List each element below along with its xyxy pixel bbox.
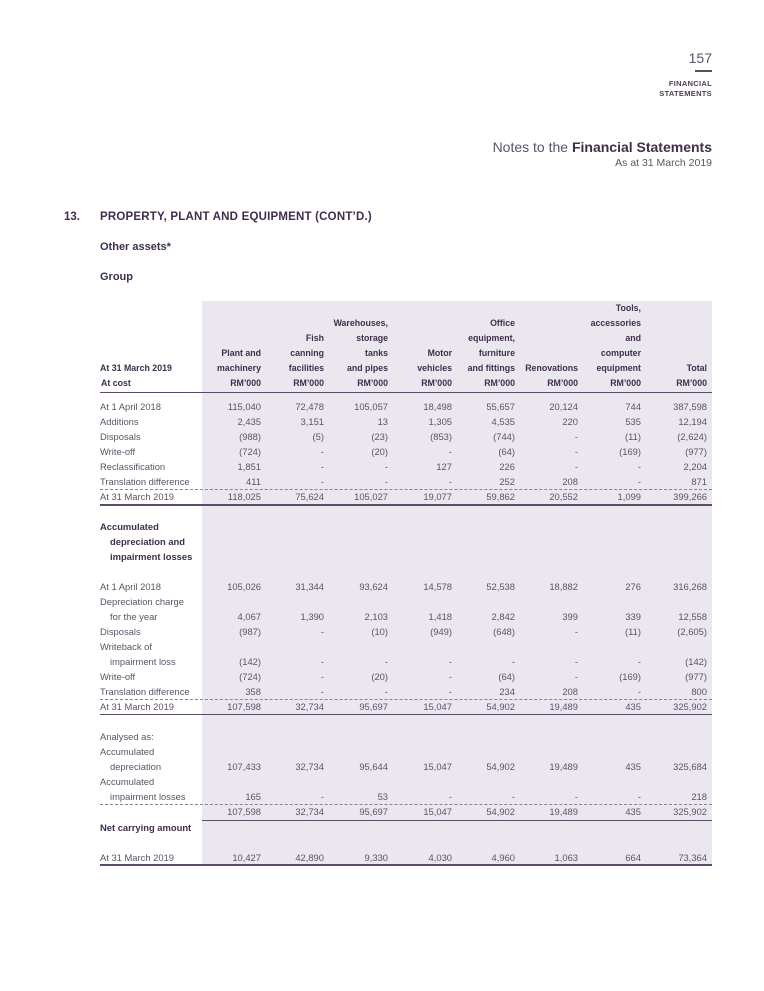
table-cell: 1,851 <box>237 461 261 472</box>
table-cell: (724) <box>239 671 261 682</box>
row-label: Accumulated <box>100 776 155 787</box>
column-header-line: RM’000 <box>676 378 707 388</box>
column-header-line: computer <box>600 348 641 358</box>
column-header-line: storage <box>356 333 388 343</box>
table-cell: 53 <box>377 791 388 802</box>
table-cell: - <box>574 446 578 457</box>
table-cell: - <box>448 446 452 457</box>
table-cell: (5) <box>312 431 324 442</box>
table-cell: - <box>320 476 324 487</box>
column-header-line: Plant and <box>221 348 261 358</box>
column-header-line: Motor <box>427 348 452 358</box>
column-header-line: canning <box>290 348 324 358</box>
table-cell: (988) <box>239 431 261 442</box>
row-label: Disposals <box>100 431 141 442</box>
table-cell: 15,047 <box>423 701 452 712</box>
table-cell: 54,902 <box>486 701 515 712</box>
total-rule <box>100 714 712 715</box>
table-cell: 107,598 <box>227 806 261 817</box>
table-cell: - <box>384 461 388 472</box>
table-cell: 10,427 <box>232 852 261 863</box>
table-cell: - <box>574 626 578 637</box>
table-cell: - <box>448 656 452 667</box>
table-cell: 127 <box>436 461 452 472</box>
table-cell: 54,902 <box>486 806 515 817</box>
row-label: Translation difference <box>100 686 190 697</box>
table-cell: 105,027 <box>354 491 388 502</box>
table-cell: 13 <box>377 416 388 427</box>
section-number: 13. <box>64 211 80 223</box>
table-cell: 316,268 <box>673 581 707 592</box>
table-cell: - <box>511 656 515 667</box>
subtotal-dashed-rule <box>100 699 712 700</box>
row-label: Write-off <box>100 446 136 457</box>
table-cell: - <box>320 791 324 802</box>
table-cell: 18,498 <box>423 401 452 412</box>
table-cell: (11) <box>625 626 641 637</box>
row-header-label: At cost <box>101 378 131 388</box>
table-cell: (724) <box>239 446 261 457</box>
final-rule <box>100 864 712 866</box>
page-header-title <box>493 139 712 155</box>
table-cell: (744) <box>493 431 515 442</box>
table-cell: 19,077 <box>423 491 452 502</box>
table-cell: (10) <box>371 626 388 637</box>
row-label: At 31 March 2019 <box>100 701 175 712</box>
table-cell: 54,902 <box>486 761 515 772</box>
table-cell: (23) <box>371 431 388 442</box>
row-label: At 31 March 2019 <box>100 491 175 502</box>
table-cell: (169) <box>619 671 641 682</box>
table-cell: 4,067 <box>237 611 261 622</box>
section-title: PROPERTY, PLANT AND EQUIPMENT (CONT’D.) <box>100 211 372 223</box>
table-cell: 55,657 <box>486 401 515 412</box>
table-cell: 165 <box>245 791 261 802</box>
table-cell: 95,697 <box>359 701 388 712</box>
table-cell: (20) <box>371 671 388 682</box>
table-cell: - <box>384 656 388 667</box>
table-cell: 252 <box>499 476 515 487</box>
table-cell: 59,862 <box>486 491 515 502</box>
table-cell: (853) <box>430 431 452 442</box>
table-cell: - <box>320 686 324 697</box>
table-cell: 435 <box>625 761 641 772</box>
table-cell: (2,624) <box>677 431 707 442</box>
table-cell: - <box>448 476 452 487</box>
page-number-rule <box>695 70 712 72</box>
table-cell: 3,151 <box>300 416 324 427</box>
table-cell: 95,644 <box>359 761 388 772</box>
table-cell: 535 <box>625 416 641 427</box>
table-cell: 1,063 <box>554 852 578 863</box>
table-cell: 31,344 <box>295 581 324 592</box>
row-label: At 1 April 2018 <box>100 581 161 592</box>
row-label: At 1 April 2018 <box>100 401 161 412</box>
table-cell: - <box>574 431 578 442</box>
column-header-line: equipment <box>596 363 641 373</box>
column-header-line: RM’000 <box>421 378 452 388</box>
table-cell: (987) <box>239 626 261 637</box>
column-header-line: vehicles <box>417 363 452 373</box>
table-cell: 325,902 <box>673 701 707 712</box>
table-cell: 1,418 <box>428 611 452 622</box>
row-label: At 31 March 2019 <box>100 852 175 863</box>
header-title-bold: Financial Statements <box>571 139 712 155</box>
column-header-line: Office <box>490 318 515 328</box>
table-cell: - <box>574 671 578 682</box>
table-cell: - <box>574 461 578 472</box>
total-rule <box>100 504 712 506</box>
table-cell: 435 <box>625 806 641 817</box>
table-cell: - <box>574 656 578 667</box>
table-cell: (648) <box>493 626 515 637</box>
row-label: Reclassification <box>100 461 166 472</box>
column-header-line: furniture <box>478 348 515 358</box>
table-cell: - <box>637 656 641 667</box>
table-cell: 218 <box>691 791 707 802</box>
table-cell: 399,266 <box>673 491 707 502</box>
table-cell: 14,578 <box>423 581 452 592</box>
table-cell: (64) <box>498 446 515 457</box>
table-cell: 15,047 <box>423 761 452 772</box>
column-header-line: and <box>625 333 641 343</box>
table-cell: 4,535 <box>491 416 515 427</box>
table-cell: 20,552 <box>549 491 578 502</box>
column-header-line: tanks <box>365 348 388 358</box>
row-label: depreciation and <box>110 536 186 547</box>
table-cell: 234 <box>499 686 515 697</box>
table-cell: (142) <box>685 656 707 667</box>
group-title: Group <box>100 271 133 283</box>
column-header <box>417 346 452 391</box>
table-cell: 32,734 <box>295 806 324 817</box>
table-cell: (20) <box>371 446 388 457</box>
row-label: depreciation <box>110 761 162 772</box>
column-header-line: Tools, <box>615 303 641 313</box>
table-cell: - <box>448 686 452 697</box>
table-cell: - <box>637 791 641 802</box>
table-cell: 399 <box>562 611 578 622</box>
table-cell: 95,697 <box>359 806 388 817</box>
row-label: Depreciation charge <box>100 596 184 607</box>
table-cell: 220 <box>562 416 578 427</box>
table-cell: 105,057 <box>354 401 388 412</box>
row-header-label: At 31 March 2019 <box>100 363 172 373</box>
row-label: for the year <box>110 611 158 622</box>
subsection-title: Other assets* <box>100 241 171 253</box>
subtotal-dashed-rule <box>100 804 712 805</box>
table-cell: 75,624 <box>295 491 324 502</box>
row-label: Additions <box>100 416 139 427</box>
column-header-line: Warehouses, <box>333 318 388 328</box>
table-cell: 107,598 <box>227 701 261 712</box>
column-header-line: Fish <box>305 333 324 343</box>
table-cell: 208 <box>562 476 578 487</box>
table-cell: 19,489 <box>549 701 578 712</box>
table-cell: 871 <box>691 476 707 487</box>
table-cell: 107,433 <box>227 761 261 772</box>
table-cell: 325,684 <box>673 761 707 772</box>
column-header-line: facilities <box>288 363 324 373</box>
table-cell: 2,204 <box>683 461 707 472</box>
table-cell: - <box>320 446 324 457</box>
table-cell: (169) <box>619 446 641 457</box>
page-header-subtitle: As at 31 March 2019 <box>615 157 712 169</box>
table-cell: 208 <box>562 686 578 697</box>
column-header-line: RM’000 <box>547 378 578 388</box>
table-cell: 358 <box>245 686 261 697</box>
table-cell: 411 <box>246 476 261 487</box>
table-cell: - <box>320 656 324 667</box>
page-number: 157 <box>688 50 712 66</box>
table-cell: 4,960 <box>491 852 515 863</box>
table-cell: (11) <box>625 431 641 442</box>
table-cell: 72,478 <box>295 401 324 412</box>
table-cell: (64) <box>498 671 515 682</box>
table-cell: - <box>637 686 641 697</box>
column-header <box>591 301 641 391</box>
table-cell: 118,025 <box>227 491 261 502</box>
table-cell: 20,124 <box>549 401 578 412</box>
table-cell: 32,734 <box>295 701 324 712</box>
table-cell: 12,194 <box>678 416 707 427</box>
table-cell: 32,734 <box>295 761 324 772</box>
table-cell: 1,390 <box>300 611 324 622</box>
table-cell: 387,598 <box>673 401 707 412</box>
table-cell: 664 <box>625 852 641 863</box>
header-rule <box>100 392 712 393</box>
column-header-line: RM’000 <box>610 378 641 388</box>
table-cell: 12,558 <box>678 611 707 622</box>
column-header <box>676 361 707 391</box>
table-cell: (142) <box>239 656 261 667</box>
table-cell: (977) <box>685 671 707 682</box>
table-cell: 19,489 <box>549 761 578 772</box>
column-header <box>289 331 324 391</box>
table-cell: 226 <box>499 461 515 472</box>
row-label: impairment losses <box>110 791 186 802</box>
table-cell: - <box>384 476 388 487</box>
table-cell: 1,305 <box>428 416 452 427</box>
column-header <box>525 361 578 391</box>
table-cell: 15,047 <box>423 806 452 817</box>
row-label: Writeback of <box>100 641 152 652</box>
row-label: Disposals <box>100 626 141 637</box>
row-label: Translation difference <box>100 476 190 487</box>
table-cell: 435 <box>625 701 641 712</box>
table-cell: 744 <box>625 401 641 412</box>
column-header-line: RM’000 <box>293 378 324 388</box>
table-cell: (2,605) <box>677 626 707 637</box>
table-cell: 4,030 <box>428 852 452 863</box>
column-header-line: Renovations <box>525 363 578 373</box>
table-cell: - <box>384 686 388 697</box>
table-cell: 276 <box>625 581 641 592</box>
row-label: Accumulated <box>100 521 159 532</box>
table-cell: - <box>448 791 452 802</box>
section-tag-text: FINANCIAL STATEMENTS <box>659 79 712 98</box>
column-header <box>468 316 515 391</box>
table-cell: 1,099 <box>617 491 641 502</box>
column-header-line: RM’000 <box>230 378 261 388</box>
row-label: Accumulated <box>100 746 155 757</box>
table-cell: 18,882 <box>549 581 578 592</box>
table-cell: - <box>511 791 515 802</box>
table-cell: 105,026 <box>227 581 261 592</box>
column-header-line: and fittings <box>467 363 515 373</box>
table-cell: (949) <box>430 626 452 637</box>
section-tag <box>659 79 712 98</box>
column-header-line: equipment, <box>468 333 515 343</box>
table-cell: 19,489 <box>549 806 578 817</box>
row-label: impairment losses <box>110 551 193 562</box>
table-cell: - <box>448 671 452 682</box>
column-header-line: machinery <box>216 363 261 373</box>
column-header-line: RM’000 <box>484 378 515 388</box>
subtotal-dashed-rule <box>100 489 712 490</box>
column-header-line: Total <box>686 363 707 373</box>
column-header <box>217 346 261 391</box>
table-cell: 93,624 <box>359 581 388 592</box>
row-label: impairment loss <box>110 656 176 667</box>
column-header-line: and pipes <box>346 363 388 373</box>
table-cell: 2,435 <box>237 416 261 427</box>
column-header-line: RM’000 <box>357 378 388 388</box>
row-label: Write-off <box>100 671 136 682</box>
table-cell: 42,890 <box>295 852 324 863</box>
table-cell: 2,103 <box>364 611 388 622</box>
total-rule <box>202 820 712 821</box>
table-cell: - <box>320 626 324 637</box>
table-cell: - <box>320 671 324 682</box>
table-cell: - <box>637 476 641 487</box>
table-cell: 339 <box>625 611 641 622</box>
table-cell: - <box>574 791 578 802</box>
table-cell: 9,330 <box>364 852 388 863</box>
row-label: Analysed as: <box>100 731 154 742</box>
header-title-prefix: Notes to the <box>492 139 572 155</box>
table-cell: - <box>320 461 324 472</box>
table-cell: 115,040 <box>227 401 261 412</box>
table-cell: 325,902 <box>673 806 707 817</box>
table-cell: 52,538 <box>486 581 515 592</box>
table-cell: 73,364 <box>678 852 707 863</box>
table-cell: 2,842 <box>491 611 515 622</box>
row-label: Net carrying amount <box>100 822 192 833</box>
table-cell: - <box>637 461 641 472</box>
table-cell: (977) <box>685 446 707 457</box>
table-cell: 800 <box>691 686 707 697</box>
column-header-line: accessories <box>590 318 641 328</box>
column-header <box>334 316 388 391</box>
